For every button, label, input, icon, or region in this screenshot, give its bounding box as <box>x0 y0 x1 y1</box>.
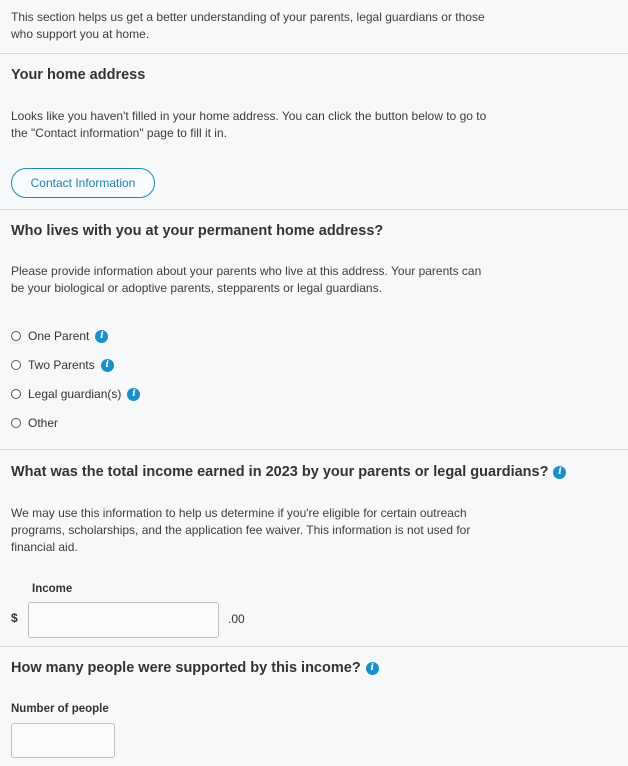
number-of-people-input[interactable] <box>11 723 115 758</box>
info-icon[interactable]: i <box>127 388 140 401</box>
info-icon[interactable]: i <box>366 662 379 675</box>
radio-label: Legal guardian(s) <box>28 387 122 401</box>
divider <box>0 209 628 210</box>
radio-button[interactable] <box>11 331 21 341</box>
radio-label: One Parent <box>28 329 90 343</box>
info-icon[interactable]: i <box>95 330 108 343</box>
income-label: Income <box>32 583 73 595</box>
intro-text: This section helps us get a better understanding of your parents, legal guardians or those who support you at home. <box>11 10 485 41</box>
income-input[interactable] <box>28 602 219 638</box>
info-icon[interactable]: i <box>553 466 566 479</box>
income-title-row <box>11 464 566 480</box>
income-suffix: .00 <box>228 612 245 626</box>
radio-label: Other <box>28 416 59 430</box>
home-address-description: Looks like you haven't filled in your home address. You can click the button below to go to the "Contact information" page to fill it in. <box>11 109 487 140</box>
household-title: Who lives with you at your permanent home address? <box>11 223 384 239</box>
radio-label: Two Parents <box>28 358 95 372</box>
home-address-title: Your home address <box>11 67 146 83</box>
radio-option-legal-guardians[interactable] <box>11 387 140 401</box>
radio-option-two-parents[interactable] <box>11 358 114 372</box>
divider <box>0 449 628 450</box>
radio-option-other[interactable] <box>11 416 58 430</box>
radio-button[interactable] <box>11 418 21 428</box>
radio-option-one-parent[interactable] <box>11 329 108 343</box>
household-description: Please provide information about your parents who live at this address. Your parents can be your biological or adoptive parents, stepparents or legal guardians. <box>11 264 482 295</box>
currency-symbol: $ <box>11 611 18 625</box>
radio-button[interactable] <box>11 389 21 399</box>
people-title-row <box>11 660 379 676</box>
income-description: We may use this information to help us determine if you're eligible for certain outreach programs, scholarships, and the application fee waiver. This information is not used for financial aid. <box>11 506 471 554</box>
number-of-people-label: Number of people <box>11 703 109 715</box>
radio-button[interactable] <box>11 360 21 370</box>
people-title: How many people were supported by this income? <box>11 660 361 676</box>
info-icon[interactable]: i <box>101 359 114 372</box>
divider <box>0 646 628 647</box>
contact-information-button[interactable]: Contact Information <box>11 168 155 198</box>
divider <box>0 53 628 54</box>
income-title: What was the total income earned in 2023 by your parents or legal guardians? <box>11 464 549 480</box>
